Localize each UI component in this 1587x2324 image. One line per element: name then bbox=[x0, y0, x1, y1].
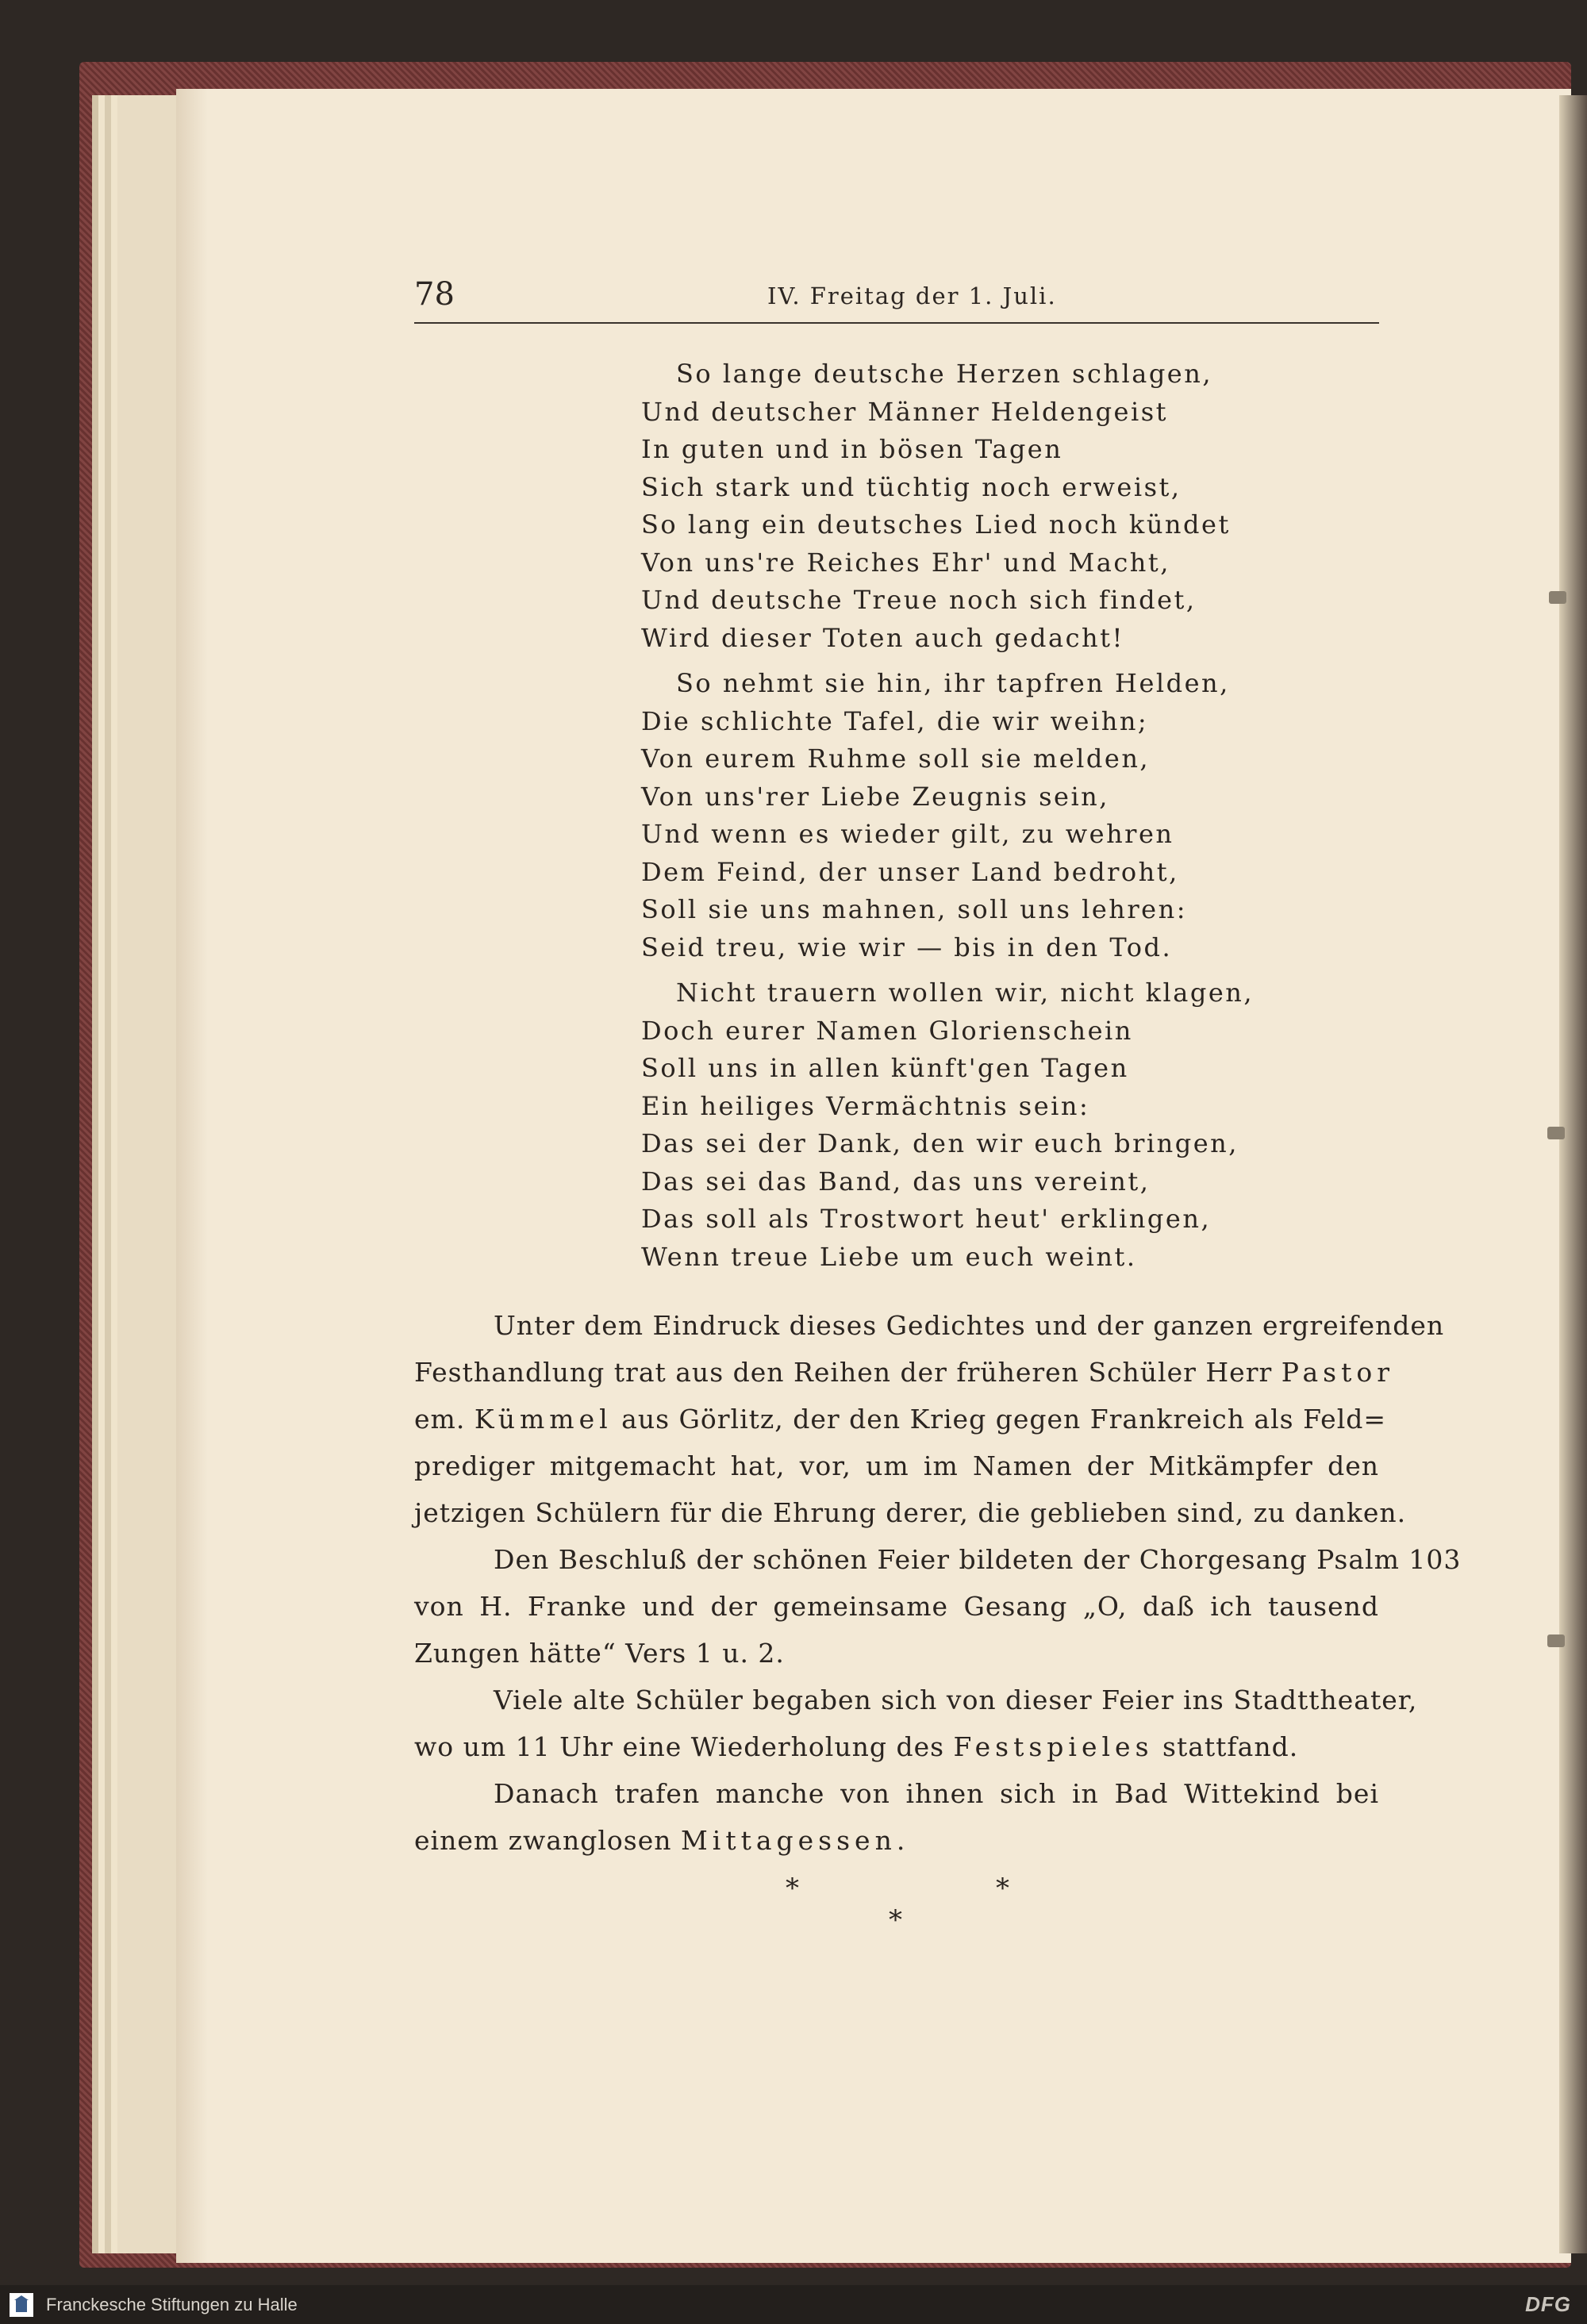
poem-line: Soll uns in allen künft'gen Tagen bbox=[641, 1053, 1129, 1083]
text-span: stattfand. bbox=[1162, 1731, 1299, 1762]
page-gutter-shadow bbox=[1559, 95, 1587, 2253]
dfg-logo: DFG bbox=[1525, 2292, 1571, 2316]
binding-thread bbox=[1547, 1634, 1565, 1647]
poem-line: Das sei das Band, das uns vereint, bbox=[641, 1166, 1151, 1197]
spaced-word: Mittagessen. bbox=[680, 1825, 910, 1856]
poem-line: Wenn treue Liebe um euch weint. bbox=[641, 1241, 1137, 1272]
binding-thread bbox=[1547, 1127, 1565, 1139]
poem-line: Und wenn es wieder gilt, zu wehren bbox=[641, 819, 1174, 849]
paragraph-line bbox=[414, 1817, 1379, 1864]
paragraph bbox=[414, 1302, 1445, 1536]
poem-line: Die schlichte Tafel, die wir weihn; bbox=[641, 705, 1149, 736]
paragraph-line: Den Beschluß der schönen Feier bildeten der Chorgesang Psalm 103 bbox=[494, 1544, 1462, 1575]
institution-logo-icon bbox=[10, 2293, 33, 2317]
poem-line: Soll sie uns mahnen, soll uns lehren: bbox=[641, 894, 1187, 924]
paragraph-line: jetzigen Schülern für die Ehrung derer, die geblieben sind, zu danken. bbox=[414, 1497, 1407, 1528]
poem-line: Wird dieser Toten auch gedacht! bbox=[641, 622, 1124, 653]
poem-line: Und deutscher Männer Heldengeist bbox=[641, 396, 1168, 427]
text-span: em. bbox=[414, 1404, 466, 1435]
poem-line: Von eurem Ruhme soll sie melden, bbox=[641, 743, 1151, 774]
poem-line: So lange deutsche Herzen schlagen, bbox=[676, 359, 1213, 389]
text-span: aus Görlitz, der den Krieg gegen Frankreich als Feld= bbox=[621, 1404, 1387, 1435]
paragraph-line bbox=[414, 1396, 1387, 1442]
poem bbox=[641, 355, 1254, 1284]
asterisk-icon: * bbox=[786, 1873, 799, 1904]
paragraph-line: prediger mitgemacht hat, vor, um im Namen der Mitkämpfer den bbox=[414, 1450, 1379, 1481]
poem-line: Das sei der Dank, den wir euch bringen, bbox=[641, 1128, 1239, 1158]
paragraph bbox=[414, 1677, 1418, 1770]
paragraph-line: Viele alte Schüler begaben sich von dieser Feier ins Stadttheater, bbox=[494, 1684, 1418, 1715]
prose-body bbox=[414, 1302, 1462, 1864]
paragraph-line: Danach trafen manche von ihnen sich in Bad Wittekind bei bbox=[494, 1778, 1379, 1809]
asterisk-icon: * bbox=[889, 1904, 902, 1936]
poem-stanza bbox=[641, 665, 1254, 966]
text-span: einem zwanglosen bbox=[414, 1825, 672, 1856]
poem-line: So nehmt sie hin, ihr tapfren Helden, bbox=[676, 668, 1230, 698]
poem-stanza bbox=[641, 974, 1254, 1276]
poem-line: Und deutsche Treue noch sich findet, bbox=[641, 585, 1197, 615]
text-span: Festhandlung trat aus den Reihen der früheren Schüler Herr bbox=[414, 1357, 1273, 1388]
institution-name: Franckesche Stiftungen zu Halle bbox=[46, 2295, 298, 2314]
poem-stanza bbox=[641, 355, 1254, 657]
paragraph-line: Zungen hätte“ Vers 1 u. 2. bbox=[414, 1638, 785, 1669]
viewer-footer bbox=[0, 2285, 1587, 2324]
section-divider-asterisks bbox=[770, 1873, 1024, 1936]
poem-line: So lang ein deutsches Lied noch kündet bbox=[641, 509, 1231, 540]
asterisk-icon: * bbox=[996, 1873, 1009, 1904]
poem-line: Sich stark und tüchtig noch erweist, bbox=[641, 471, 1182, 502]
paragraph-line bbox=[414, 1723, 1379, 1770]
spaced-name: Kümmel bbox=[474, 1404, 613, 1435]
text-span: wo um 11 Uhr eine Wiederholung des bbox=[414, 1731, 945, 1762]
page-number: 78 bbox=[414, 276, 455, 313]
paragraph bbox=[414, 1770, 1379, 1864]
poem-line: Doch eurer Namen Glorienschein bbox=[641, 1015, 1133, 1046]
poem-line: Seid treu, wie wir — bis in den Tod. bbox=[641, 932, 1173, 962]
page-header bbox=[414, 276, 1379, 324]
poem-line: Ein heiliges Vermächtnis sein: bbox=[641, 1090, 1090, 1121]
paragraph-line bbox=[414, 1349, 1395, 1396]
paragraph bbox=[414, 1536, 1462, 1677]
poem-line: Dem Feind, der unser Land bedroht, bbox=[641, 856, 1179, 887]
spaced-name: Pastor bbox=[1281, 1357, 1395, 1388]
poem-line: Von uns're Reiches Ehr' und Macht, bbox=[641, 547, 1170, 578]
poem-line: Von uns'rer Liebe Zeugnis sein, bbox=[641, 781, 1109, 812]
poem-line: Das soll als Trostwort heut' erklingen, bbox=[641, 1204, 1212, 1234]
paragraph-line: Unter dem Eindruck dieses Gedichtes und der ganzen ergreifenden bbox=[494, 1310, 1445, 1341]
binding-thread bbox=[1549, 591, 1566, 604]
poem-line: Nicht trauern wollen wir, nicht klagen, bbox=[676, 978, 1255, 1008]
poem-line: In guten und in bösen Tagen bbox=[641, 434, 1063, 464]
spaced-word: Festspieles bbox=[953, 1731, 1154, 1762]
running-head: IV. Freitag der 1. Juli. bbox=[767, 282, 1057, 309]
paragraph-line: von H. Franke und der gemeinsame Gesang „O, daß ich tausend bbox=[414, 1591, 1379, 1622]
